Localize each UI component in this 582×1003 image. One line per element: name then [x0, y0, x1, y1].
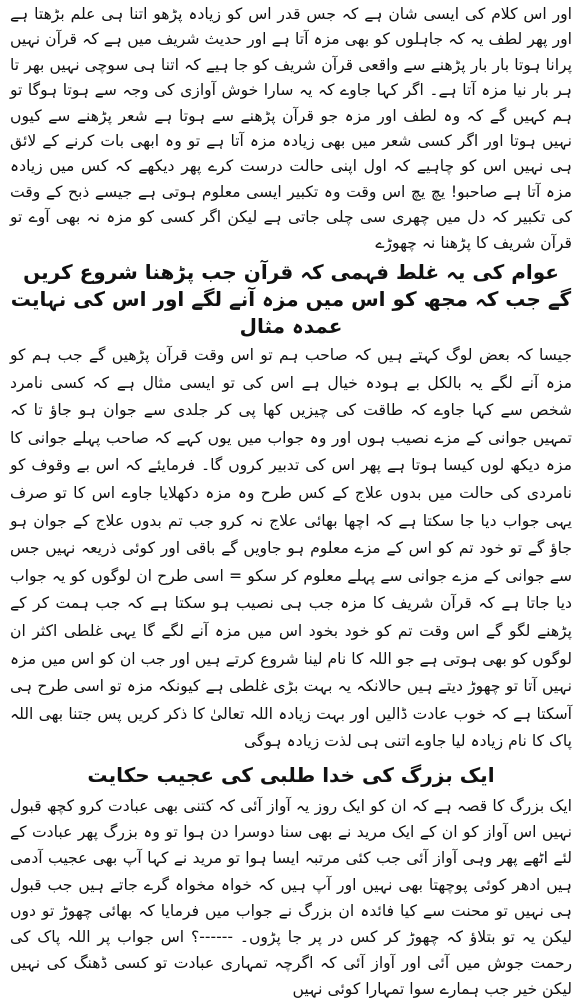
body-paragraph-1: اور اس کلام کی ایسی شان ہے کہ جس قدر اس کو زیادہ پڑھو اتنا ہی علم بڑھتا ہے اور پھر لطف یہ کہ جاہلوں کو بھی مزہ آتا ہے اور حدیث شریف میں ہے کہ قرآن نہیں پرانا ہوتا بار بار پڑھنے سے واقعی قرآن شریف کو جا ہیے کہ اتنا ہی سوچی نہیں بھر تا ہر بار نیا مزہ آتا ہے۔ اگر کہا جاوے کہ یہ سارا خوش آوازی کی وجہ سے ہوتا ہوگا تو ہم کہیں گے کہ وہ لطف اور مزہ جو قرآن پڑھنے سے ہوتا ہے شعر پڑھنے سے کیوں نہیں ہوتا اور اگر کسی شعر میں بھی زیادہ مزہ آتا ہے تو وہ ابھی بات کرنے کے لائق ہی نہیں اس کو چاہیے کہ اول اپنی حالت درست کرے پھر دیکھے کہ کس میں زیادہ مزہ آتا ہے صاحبو! یچ یچ اس وقت وہ تکبیر ایسی معلوم ہوتی ہے جیسے ذبح کے وقت کی تکبیر کہ دل میں چھری سی چلی جاتی ہے لیکن اگر کسی کو مزہ نہ بھی آوے تو قرآن شریف کا پڑھنا نہ چھوڑے: [10, 5, 572, 252]
body-paragraph-3: ایک بزرگ کا قصہ ہے کہ ان کو ایک روز یہ آواز آئی کہ کتنی بھی عبادت کرو کچھ قبول نہیں اس آواز کو ان کے ایک مرید نے بھی سنا دوسرا دن ہوا تو وہ بزرگ پھر عبادت کے لئے اٹھے پھر وہی آواز آئی جب کئی مرتبہ ایسا ہوا تو مرید نے کہا آپ بھی عجیب آدمی ہیں ادھر کوئی پوچھتا بھی نہیں اور آپ ہیں کہ خواہ مخواہ گرے جاتے ہیں جب قبول ہی نہیں تو محنت سے کیا فائدہ ان بزرگ نے جواب میں فرمایا کہ بھائی چھوڑ تو دوں لیکن یہ تو بتلاؤ کہ چھوڑ کر کس در پر جا پڑوں۔ ------؟ اس جواب پر اللہ پاک کی رحمت جوش میں آئی اور آواز آئی کہ اگرچہ تمہاری عبادت تو کسی ڈھنگ کی نہیں لیکن خیر جب ہمارے سوا تمہارا کوئی نہیں: [10, 796, 572, 999]
body-paragraph-2: جیسا کہ بعض لوگ کہتے ہیں کہ صاحب ہم تو اس وقت قرآن پڑھیں گے جب ہم کو مزہ آنے لگے یہ بالکل بے ہودہ خیال ہے اس کی تو ایسی مثال ہے کہ کسی نامرد شخص سے کہا جاوے کہ طاقت کی چیزیں کھا پی کر جلدی سے جوان ہو جاؤ تا کہ تمہیں جوانی کے مزے نصیب ہوں اور وہ جواب میں یوں کہے کہ صاحب پہلے جوانی کا مزہ دیکھ لوں کیسا ہوتا ہے پھر اس کی تدبیر کروں گا۔ فرمایئے کہ اس بے وقوف کو نامردی کی حالت میں بدوں علاج کے کس طرح وہ مزہ دکھلایا جاوے اس کا تو صرف یہی جواب دیا جا سکتا ہے کہ اچھا بھائی علاج نہ کرو جب تم بدوں علاج کے جوان ہو جاؤ گے تو خود تم کو اس کے مزے معلوم ہو جاویں گے باقی اور کوئی ذریعہ نہیں جس سے جوانی کے مزے جوانی سے پہلے معلوم کر سکو = اسی طرح ان لوگوں کو یہ جواب دیا جاتا ہے کہ قرآن شریف کا مزہ جب ہی نصیب ہو سکتا ہے کہ جب ہمت کر کے پڑھنے لگو گے اس وقت تم کو خود بخود اس میں مزہ آنے لگے گا یہی غلطی اکثر ان لوگوں کو بھی ہوتی ہے جو اللہ کا نام لینا شروع کرتے ہیں اور جب ان کو اس میں مزہ نہیں آتا تو چھوڑ دیتے ہیں حالانکہ یہ بہت بڑی غلطی ہے کیونکہ مزہ تو اسی طرح ہی آسکتا ہے کہ خوب عادت ڈالیں اور بہت زیادہ اللہ تعالیٰ کا ذکر کریں پس جتنا بھی اللہ پاک کا نام زیادہ لیا جاوے اتنی ہی لذت زیادہ ہوگی: [10, 346, 572, 751]
section-heading-1: عوام کی یہ غلط فہمی کہ قرآن جب پڑھنا شروع کریں گے جب کہ مجھ کو اس میں مزہ آنے لگے اور اس کی نہایت عمدہ مثال: [10, 260, 572, 339]
section-heading-2: ایک بزرگ کی خدا طلبی کی عجیب حکایت: [87, 762, 495, 787]
